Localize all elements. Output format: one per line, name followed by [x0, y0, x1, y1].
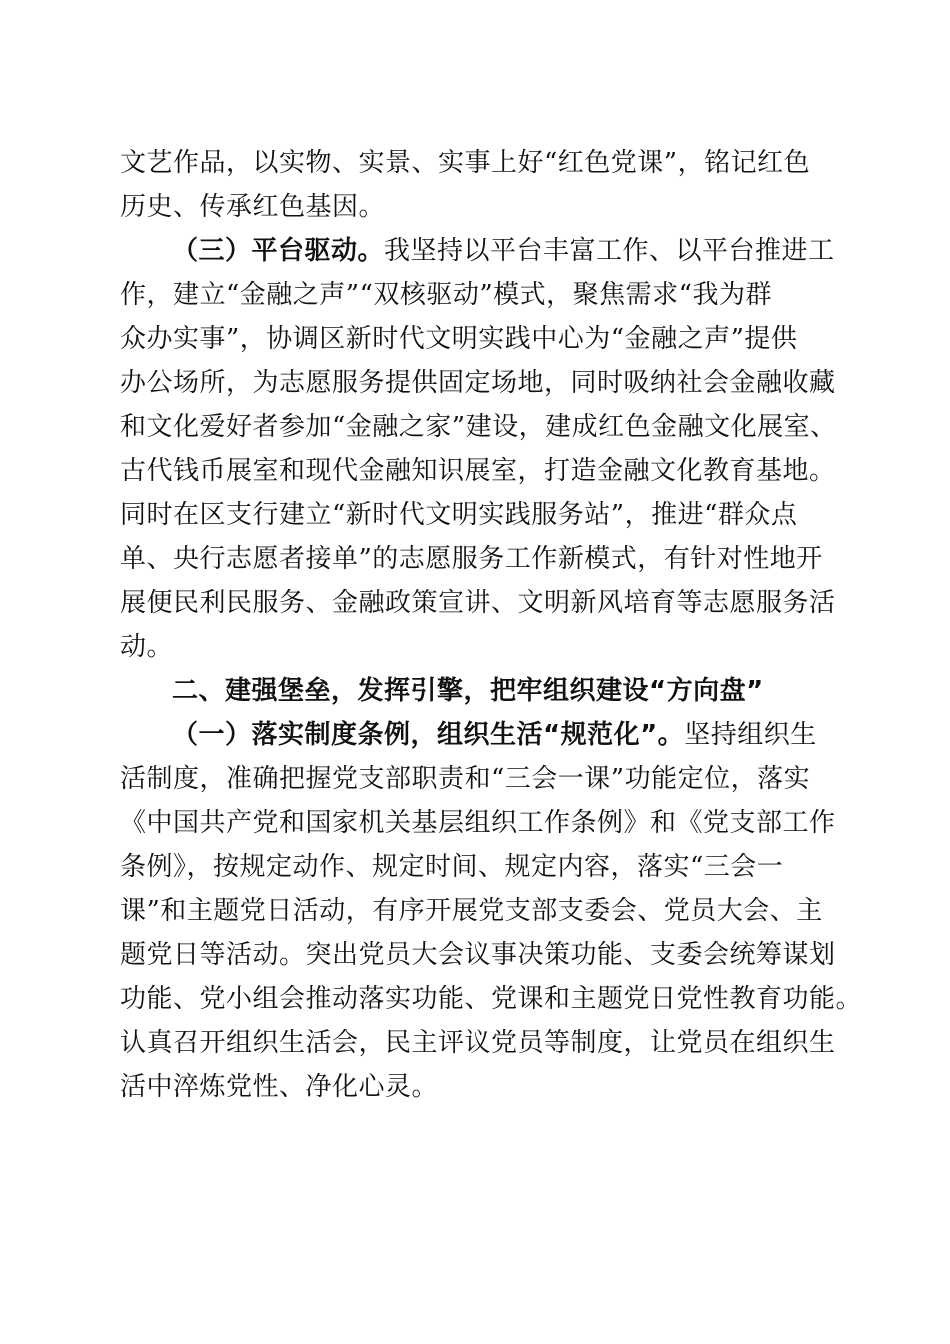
paragraph-line: 作，建立“金融之声”“双核驱动”模式，聚焦需求“我为群: [120, 280, 772, 310]
paragraph-line: 和文化爱好者参加“金融之家”建设，建成红色金融文化展室、: [120, 412, 837, 442]
paragraph-line: 单、央行志愿者接单”的志愿服务工作新模式，有针对性地开: [120, 544, 823, 574]
paragraph-line: 活制度，准确把握党支部职责和“三会一课”功能定位，落实: [120, 764, 811, 794]
paragraph-line: 课”和主题党日活动，有序开展党支部支委会、党员大会、主: [120, 896, 823, 926]
paragraph-line: 《中国共产党和国家机关基层组织工作条例》和《党支部工作: [120, 808, 836, 838]
paragraph-line: 题党日等活动。突出党员大会议事决策功能、支委会统筹谋划: [120, 940, 836, 970]
paragraph-text: 我坚持以平台丰富工作、以平台推进工: [384, 236, 835, 266]
paragraph-line: 办公场所，为志愿服务提供固定场地，同时吸纳社会金融收藏: [120, 368, 836, 398]
paragraph-line: 同时在区支行建立“新时代文明实践服务站”，推进“群众点: [120, 500, 798, 530]
section-1-first-line: [172, 713, 817, 757]
paragraph-line: 动。: [120, 632, 174, 662]
section-3-first-line: [172, 229, 835, 273]
paragraph-line: 历史、传承红色基因。: [120, 192, 386, 222]
paragraph-line: 功能、党小组会推动落实功能、党课和主题党日党性教育功能。: [120, 984, 863, 1014]
paragraph-line: 展便民利民服务、金融政策宣讲、文明新风培育等志愿服务活: [120, 588, 836, 618]
paragraph-line: 活中淬炼党性、净化心灵。: [120, 1072, 439, 1102]
chapter-2-heading: 二、建强堡垒，发挥引擎，把牢组织建设“方向盘”: [172, 676, 764, 706]
paragraph-line: 认真召开组织生活会，民主评议党员等制度，让党员在组织生: [120, 1028, 836, 1058]
paragraph-line: 条例》，按规定动作、规定时间、规定内容，落实“三会一: [120, 852, 784, 882]
paragraph-line: 古代钱币展室和现代金融知识展室，打造金融文化教育基地。: [120, 456, 836, 486]
paragraph-line: 文艺作品，以实物、实景、实事上好“红色党课”，铭记红色: [120, 148, 811, 178]
section-3-heading: （三）平台驱动。: [172, 236, 385, 266]
paragraph-text: 坚持组织生: [684, 720, 817, 750]
paragraph-line: 众办实事”，协调区新时代文明实践中心为“金融之声”提供: [120, 324, 798, 354]
section-1-heading: （一）落实制度条例，组织生活“规范化”。: [172, 720, 685, 750]
